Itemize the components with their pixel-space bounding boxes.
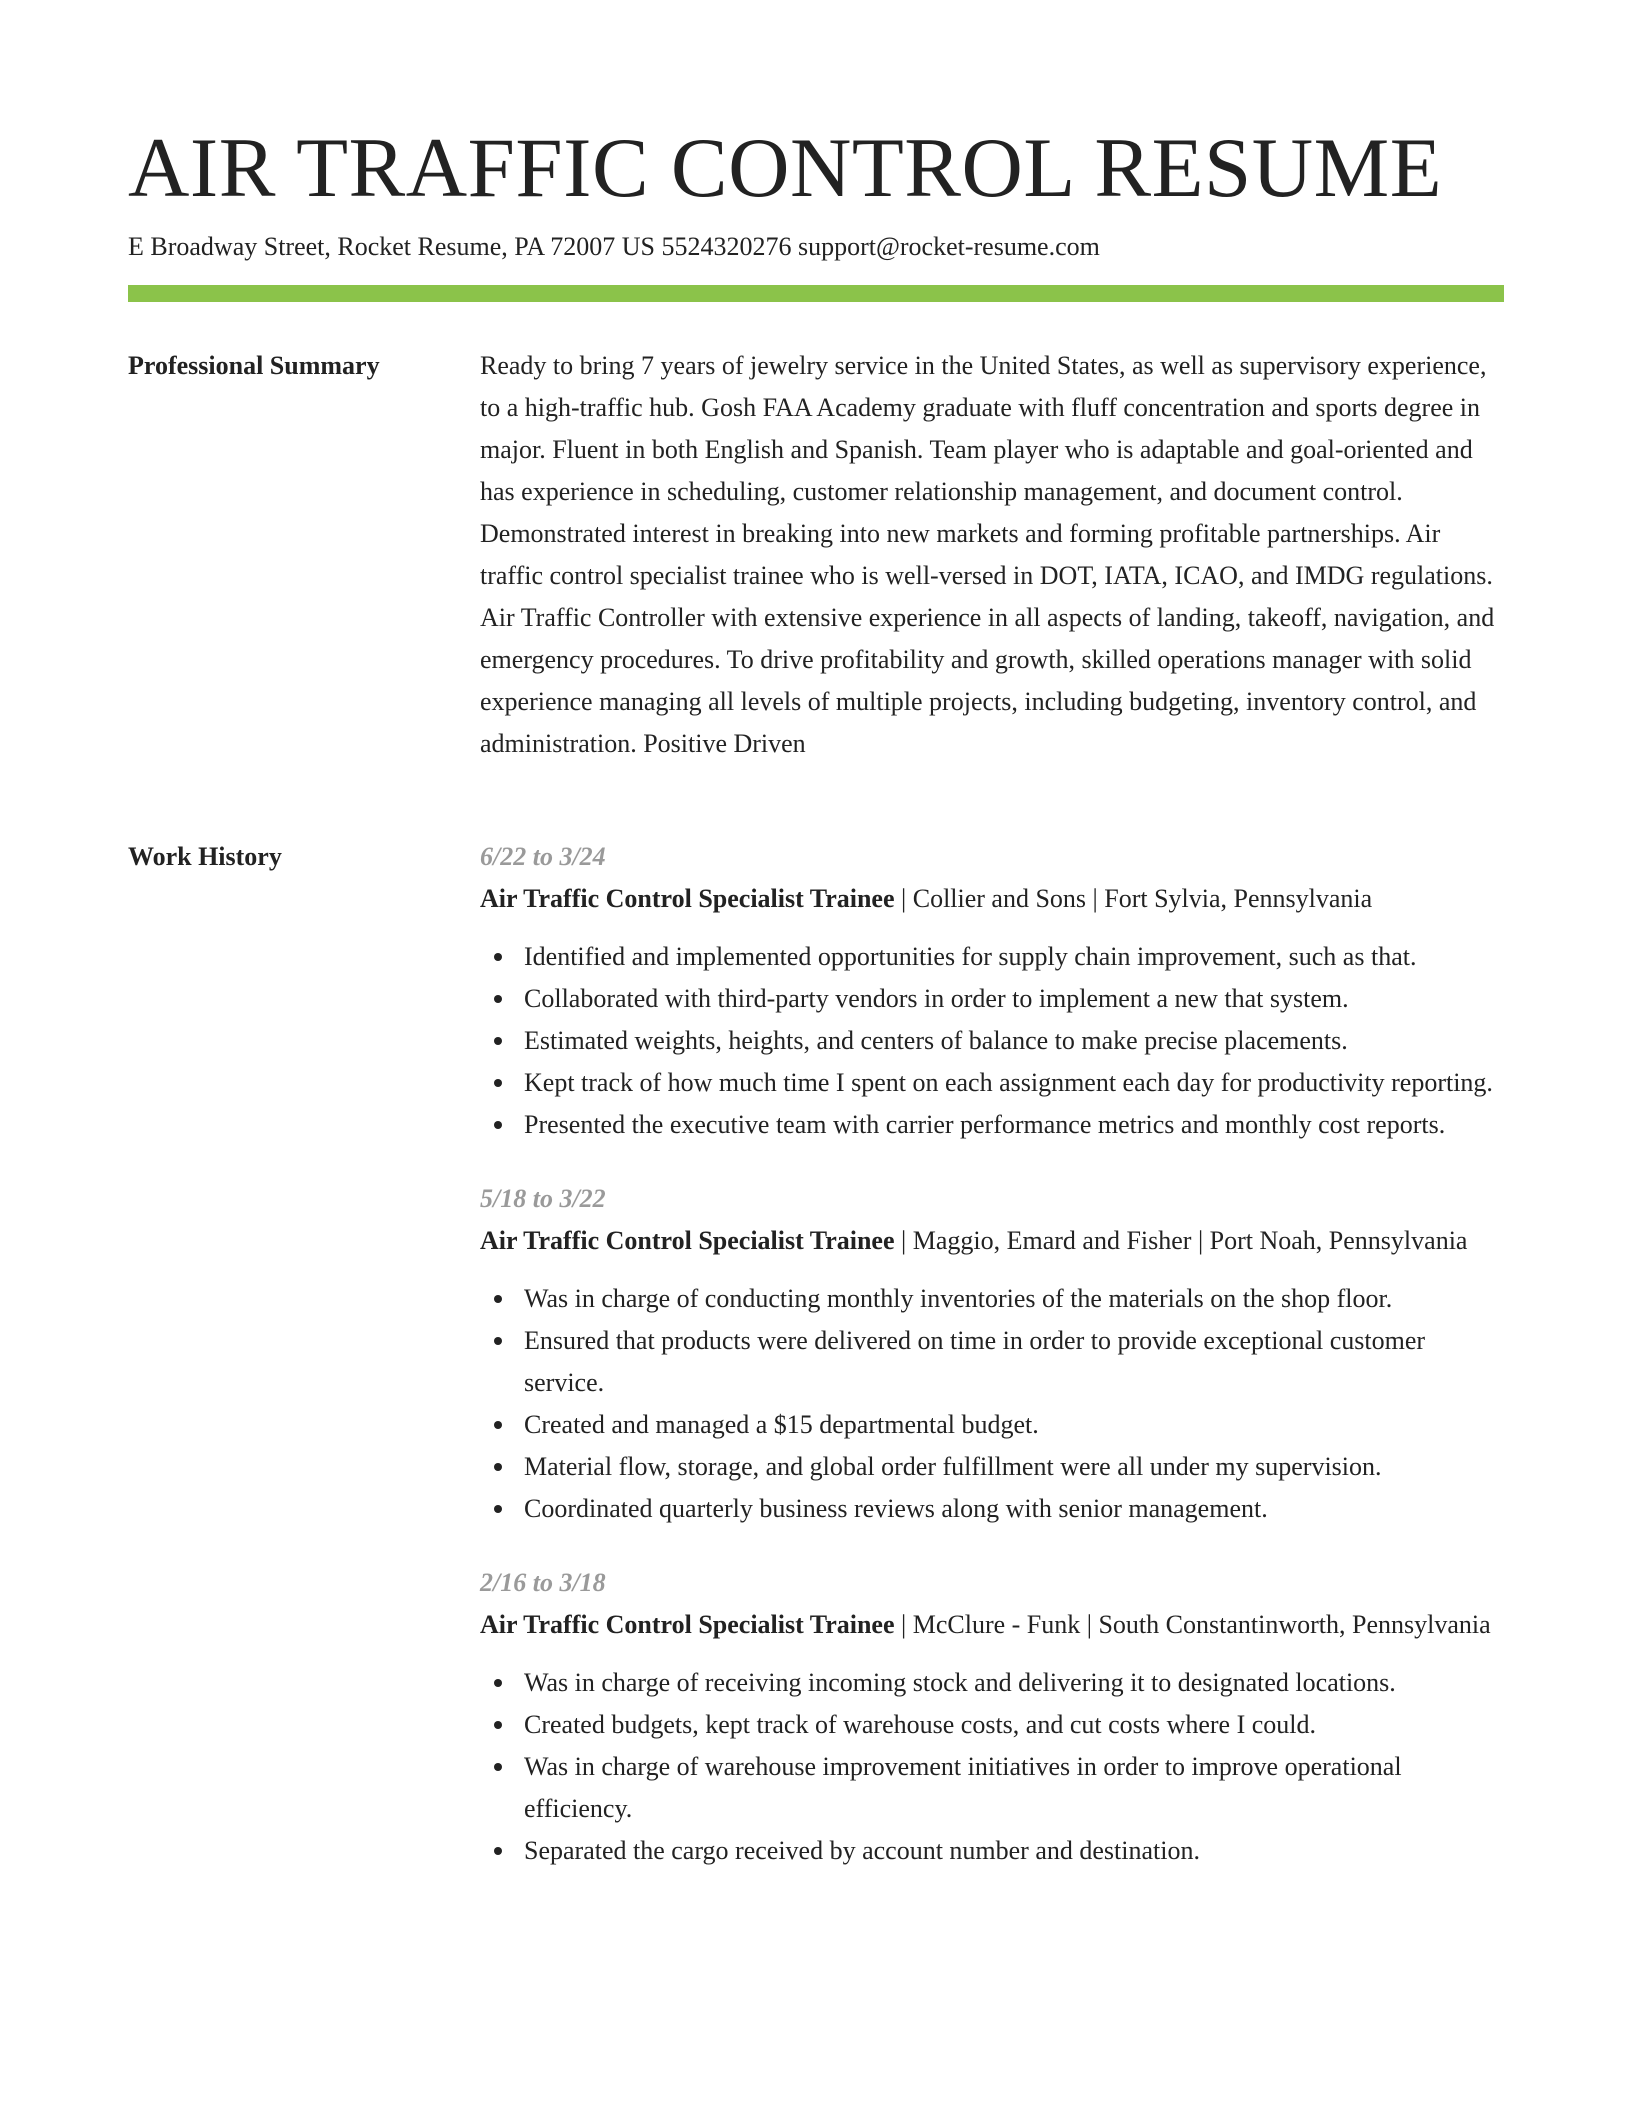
list-item (480, 1746, 1504, 1830)
job-duty: Was in charge of warehouse improvement initiatives in order to improve operational efficiency. (524, 1752, 1402, 1823)
bullet-icon (494, 1121, 502, 1129)
job-duty: Was in charge of conducting monthly inventories of the materials on the shop floor. (524, 1284, 1393, 1313)
job-duty: Kept track of how much time I spent on each assignment each day for productivity reporting. (524, 1068, 1493, 1097)
job-entry (480, 1178, 1504, 1530)
job-duty: Created and managed a $15 departmental budget. (524, 1410, 1039, 1439)
job-employer-location: | Collier and Sons | Fort Sylvia, Pennsylvania (894, 884, 1373, 913)
list-item (480, 936, 1504, 978)
job-heading (480, 1604, 1504, 1646)
bullet-icon (494, 1421, 502, 1429)
job-duty: Estimated weights, heights, and centers of balance to make precise placements. (524, 1026, 1348, 1055)
bullet-icon (494, 995, 502, 1003)
list-item (480, 1404, 1504, 1446)
job-duty: Ensured that products were delivered on time in order to provide exceptional customer service. (524, 1326, 1426, 1397)
bullet-icon (494, 1721, 502, 1729)
bullet-icon (494, 953, 502, 961)
professional-summary-text: Ready to bring 7 years of jewelry service in the United States, as well as supervisory experience, to a high-traffic hub. Gosh FAA Academy graduate with fluff concentration and sports degree in major. Fluent in both English and Spanish. Team player who is adaptable and goal-oriented and has experience in scheduling, customer relationship management, and document control. Demonstrated interest in breaking into new markets and forming profitable partnerships. Air traffic control specialist trainee who is well-versed in DOT, IATA, ICAO, and IMDG regulations. Air Traffic Controller with extensive experience in all aspects of landing, takeoff, navigation, and emergency procedures. To drive profitability and growth, skilled operations manager with solid experience managing all levels of multiple projects, including budgeting, inventory control, and administration. Positive Driven (480, 351, 1495, 758)
job-dates: 5/18 to 3/22 (480, 1184, 606, 1213)
job-duty: Identified and implemented opportunities for supply chain improvement, such as that. (524, 942, 1417, 971)
section-label-professional-summary: Professional Summary (128, 351, 380, 380)
job-duty: Coordinated quarterly business reviews along with senior management. (524, 1494, 1268, 1523)
list-item (480, 1104, 1504, 1146)
job-duty: Was in charge of receiving incoming stock and delivering it to designated locations. (524, 1668, 1396, 1697)
list-item (480, 1320, 1504, 1404)
job-duties-list (480, 936, 1504, 1146)
section-label-work-history: Work History (128, 842, 282, 871)
job-dates: 6/22 to 3/24 (480, 842, 606, 871)
job-heading (480, 1220, 1504, 1262)
bullet-icon (494, 1463, 502, 1471)
list-item (480, 1830, 1504, 1872)
list-item (480, 1020, 1504, 1062)
list-item (480, 1278, 1504, 1320)
job-entry (480, 1562, 1504, 1872)
contact-info: E Broadway Street, Rocket Resume, PA 72007 US 5524320276 support@rocket-resume.com (128, 232, 1100, 261)
list-item (480, 1662, 1504, 1704)
professional-summary-body (480, 345, 1504, 765)
job-title: Air Traffic Control Specialist Trainee (480, 884, 895, 913)
job-duty: Collaborated with third-party vendors in order to implement a new that system. (524, 984, 1349, 1013)
resume-title: AIR TRAFFIC CONTROL RESUME (128, 121, 1443, 215)
bullet-icon (494, 1679, 502, 1687)
header-divider (128, 285, 1504, 302)
job-entry (480, 836, 1504, 1146)
list-item (480, 1446, 1504, 1488)
job-employer-location: | McClure - Funk | South Constantinworth, Pennsylvania (894, 1610, 1491, 1639)
bullet-icon (494, 1295, 502, 1303)
job-duty: Presented the executive team with carrier performance metrics and monthly cost reports. (524, 1110, 1446, 1139)
job-duty: Material flow, storage, and global order fulfillment were all under my supervision. (524, 1452, 1382, 1481)
job-duty: Created budgets, kept track of warehouse costs, and cut costs where I could. (524, 1710, 1317, 1739)
bullet-icon (494, 1337, 502, 1345)
job-duties-list (480, 1662, 1504, 1872)
job-title: Air Traffic Control Specialist Trainee (480, 1610, 895, 1639)
bullet-icon (494, 1847, 502, 1855)
list-item (480, 978, 1504, 1020)
job-heading (480, 878, 1504, 920)
resume-header (128, 118, 1504, 264)
bullet-icon (494, 1763, 502, 1771)
bullet-icon (494, 1037, 502, 1045)
work-history-body (480, 836, 1504, 1872)
list-item (480, 1704, 1504, 1746)
job-dates: 2/16 to 3/18 (480, 1568, 606, 1597)
job-duties-list (480, 1278, 1504, 1530)
bullet-icon (494, 1079, 502, 1087)
job-title: Air Traffic Control Specialist Trainee (480, 1226, 895, 1255)
list-item (480, 1488, 1504, 1530)
job-employer-location: | Maggio, Emard and Fisher | Port Noah, Pennsylvania (894, 1226, 1468, 1255)
list-item (480, 1062, 1504, 1104)
bullet-icon (494, 1505, 502, 1513)
job-duty: Separated the cargo received by account number and destination. (524, 1836, 1200, 1865)
